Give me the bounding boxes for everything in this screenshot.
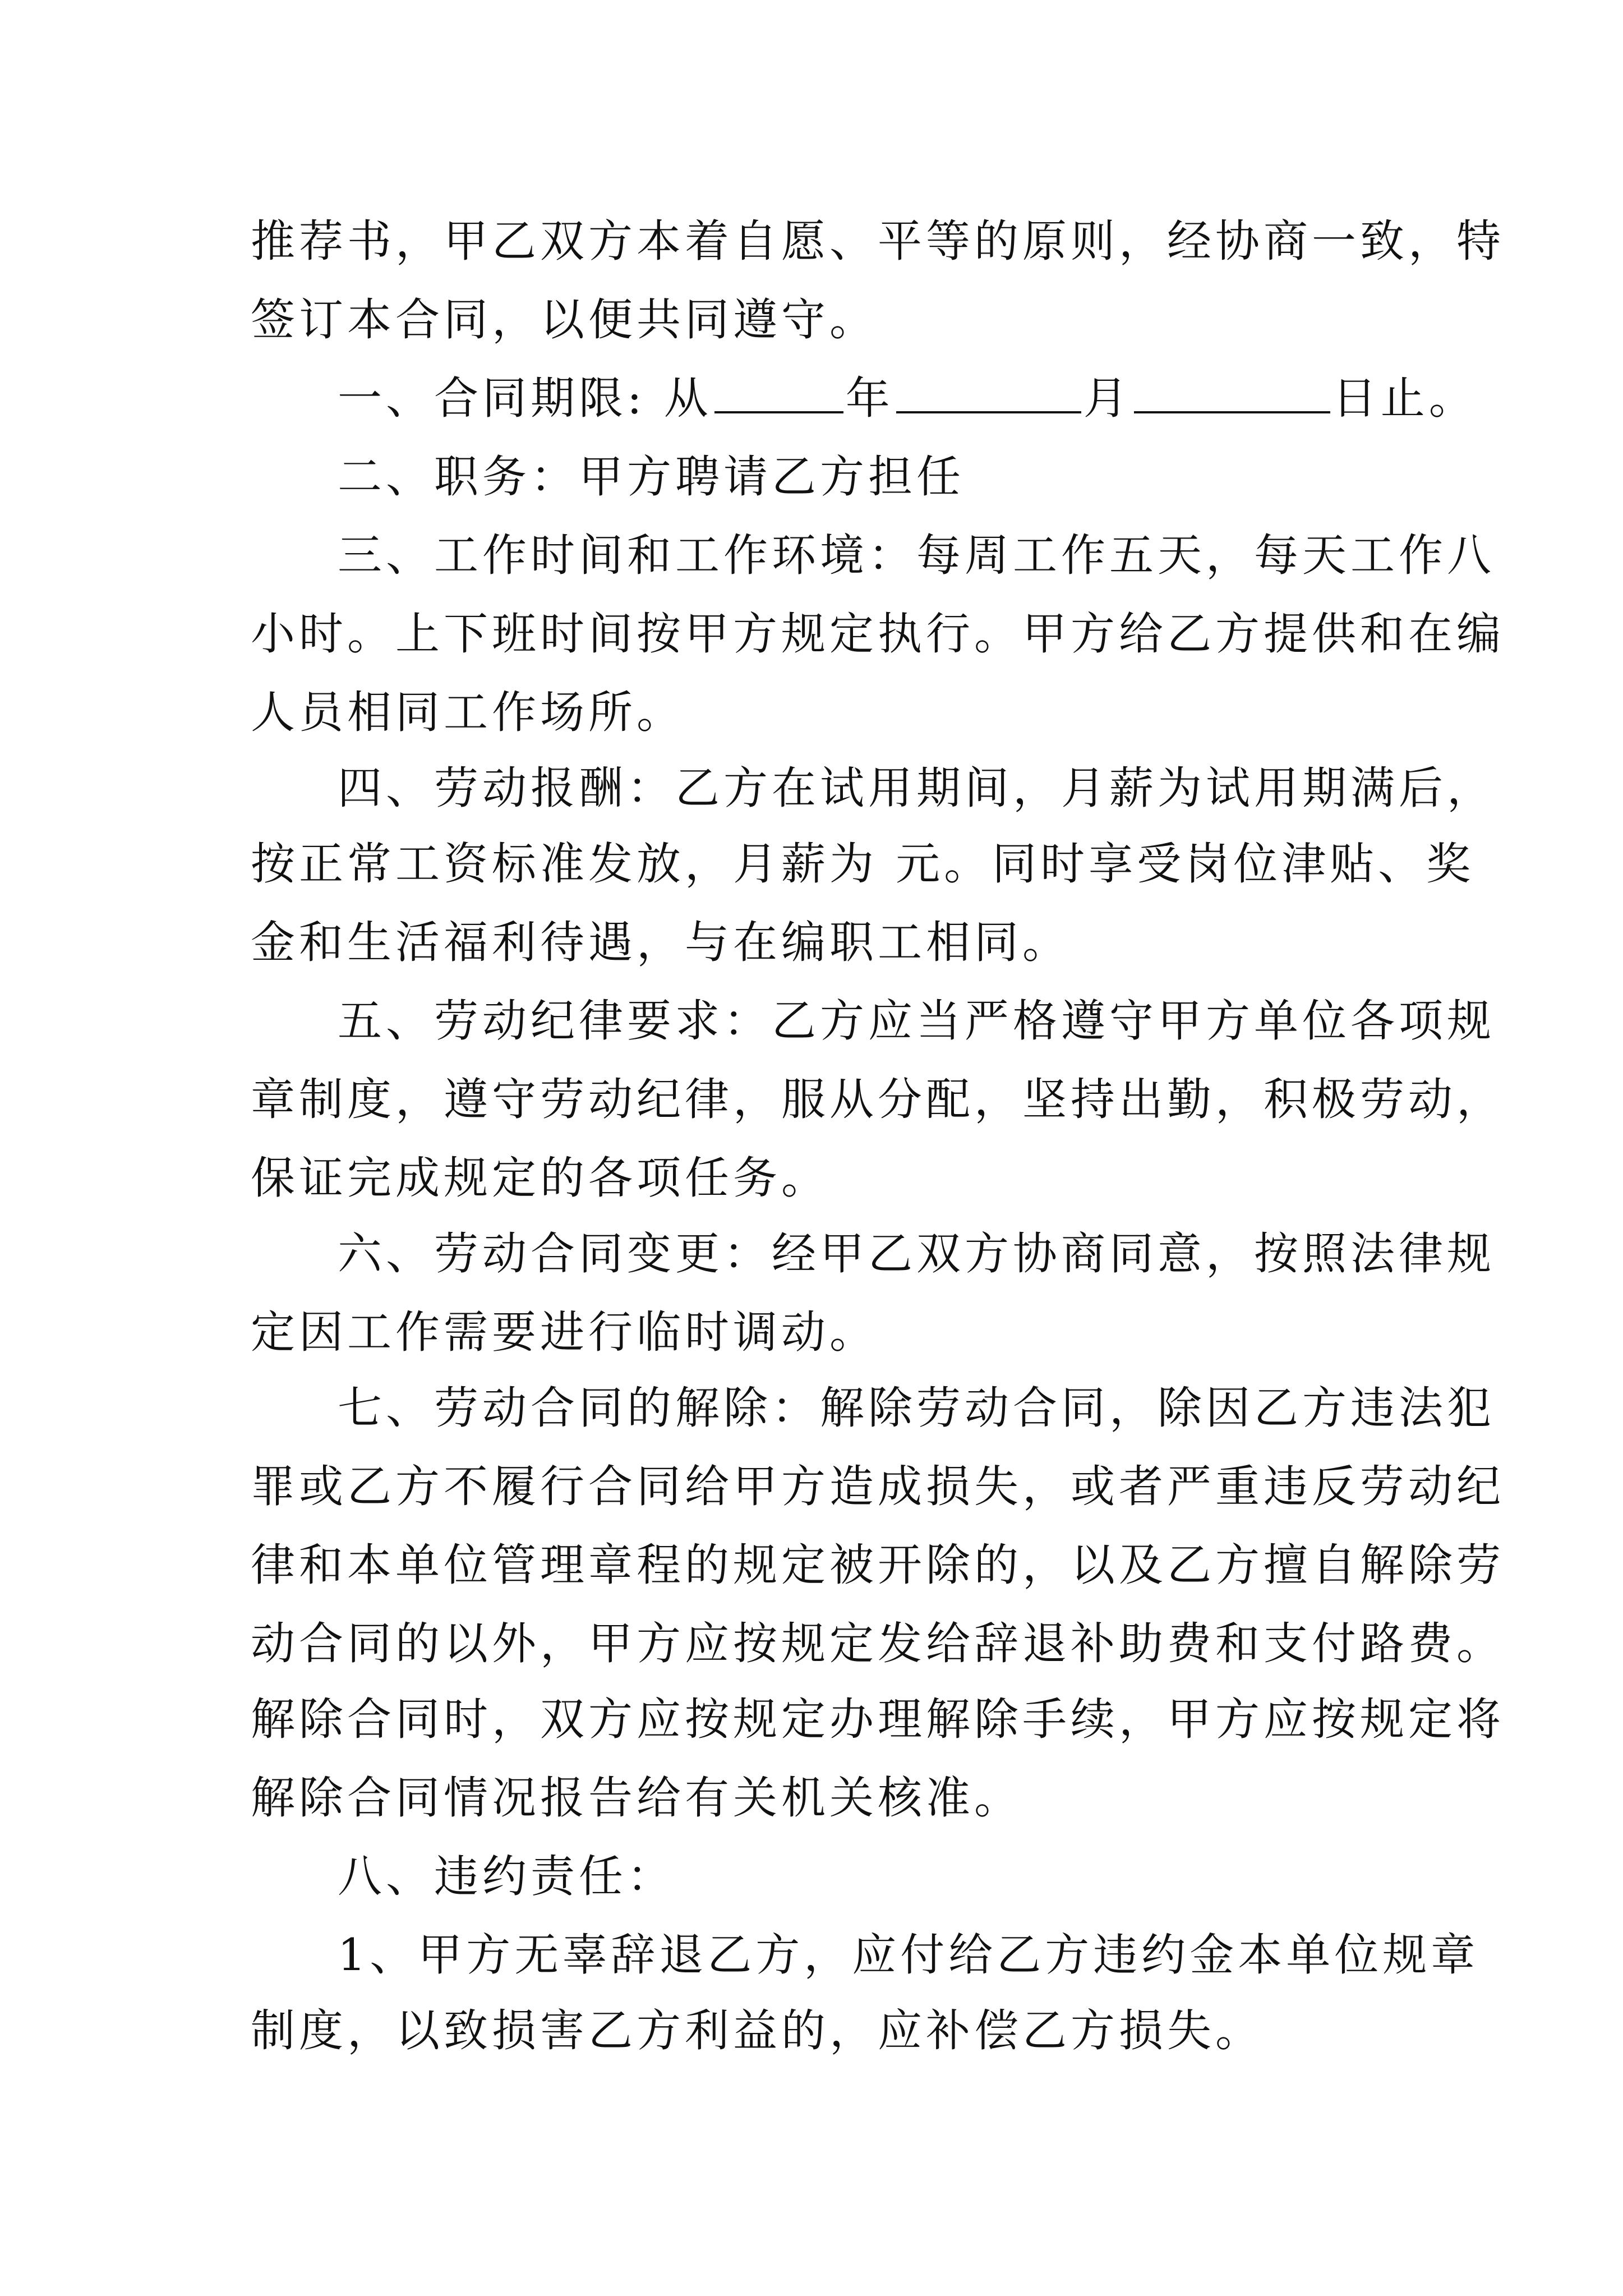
paragraph-line: 律和本单位管理章程的规定被开除的，以及乙方擅自解除劳 [251, 1539, 1505, 1591]
paragraph-line: 按正常工资标准发放，月薪为 元。同时享受岗位津贴、奖 [251, 838, 1475, 890]
end-label: 日止。 [1332, 372, 1477, 424]
month-label: 月 [1083, 372, 1132, 424]
paragraph-line: 章制度，遵守劳动纪律，服从分配，坚持出勤，积极劳动， [251, 1074, 1505, 1125]
paragraph-line: 解除合同时，双方应按规定办理解除手续，甲方应按规定将 [251, 1694, 1505, 1745]
section-heading: 八、违约责任： [338, 1851, 675, 1902]
paragraph-line: 动合同的以外，甲方应按规定发给辞退补助费和支付路费。 [251, 1618, 1505, 1669]
section-heading: 三、工作时间和工作环境：每周工作五天，每天工作八 [338, 530, 1495, 581]
section-heading: 四、劳动报酬：乙方在试用期间，月薪为试用期满后， [338, 762, 1495, 814]
paragraph-line: 制度，以致损害乙方利益的，应补偿乙方损失。 [251, 2005, 1264, 2056]
list-item: 1、甲方无辜辞退乙方，应付给乙方违约金本单位规章 [338, 1929, 1479, 1981]
year-label: 年 [845, 372, 894, 424]
month-blank [896, 372, 1081, 413]
paragraph-line: 解除合同情况报告给有关机关核准。 [251, 1772, 1022, 1824]
day-blank [1134, 372, 1330, 413]
section-heading: 六、劳动合同变更：经甲乙双方协商同意，按照法律规 [338, 1228, 1495, 1280]
paragraph-line: 定因工作需要进行临时调动。 [251, 1306, 878, 1358]
paragraph-line: 人员相同工作场所。 [251, 687, 685, 738]
paragraph-line: 罪或乙方不履行合同给甲方造成损失，或者严重违反劳动纪 [251, 1461, 1505, 1512]
paragraph-line: 小时。上下班时间按甲方规定执行。甲方给乙方提供和在编 [251, 608, 1505, 660]
section-heading: 七、劳动合同的解除：解除劳动合同，除因乙方违法犯 [338, 1382, 1495, 1434]
paragraph-line: 推荐书，甲乙双方本着自愿、平等的原则，经协商一致，特 [251, 215, 1505, 267]
paragraph-line: 保证完成规定的各项任务。 [251, 1152, 829, 1204]
section-heading: 五、劳动纪律要求：乙方应当严格遵守甲方单位各项规 [338, 995, 1495, 1047]
year-blank [714, 372, 843, 413]
section-heading: 二、职务：甲方聘请乙方担任 [338, 451, 965, 503]
contract-term-label: 一、合同期限: 从 [338, 372, 712, 424]
paragraph-line: 签订本合同，以便共同遵守。 [251, 294, 878, 346]
contract-term-line [338, 365, 1477, 432]
paragraph-line: 金和生活福利待遇，与在编职工相同。 [251, 917, 1071, 968]
